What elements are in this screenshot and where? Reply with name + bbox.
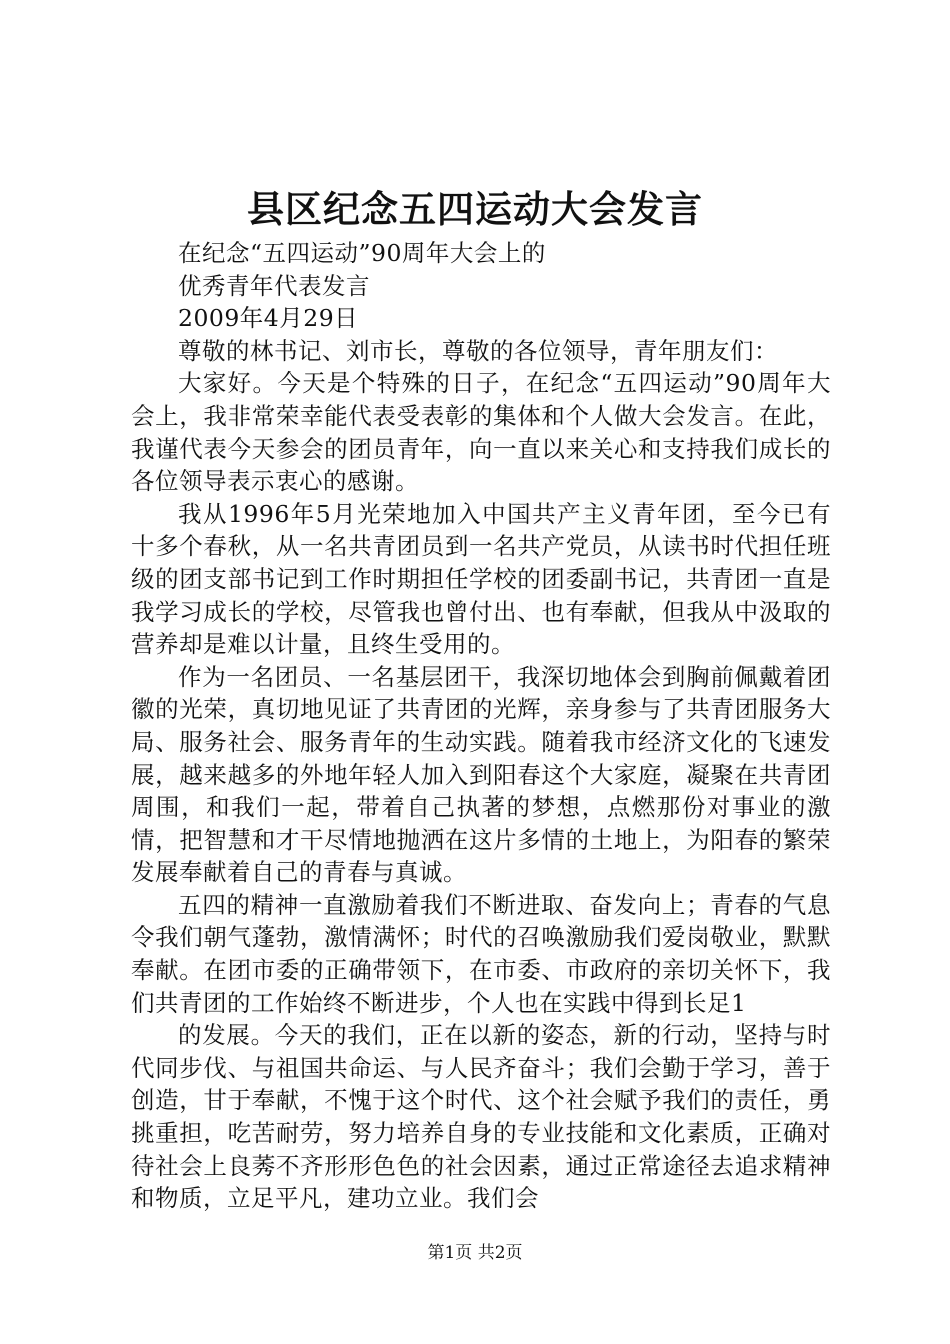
header-line-occasion: 在纪念“五四运动”90周年大会上的 [178,239,546,267]
salutation: 尊敬的林书记、刘市长，尊敬的各位领导，青年朋友们： [178,336,778,365]
paragraph-development: 的发展。今天的我们，正在以新的姿态，新的行动，坚持与时代同步伐、与祖国共命运、与人民齐奋斗；我们会勤于学习，善于创造，甘于奉献，不愧于这个时代、这个社会赋予我们的责任，勇挑重担，吃苦耐劳，努力培养自身的专业技能和文化素质，正确对待社会上良莠不齐形形色色的社会因素，通过正常途径去追求精神和物质，立足平凡，建功立业。我们会 [131,1021,831,1213]
document-title: 县区纪念五四运动大会发言 [247,187,703,231]
page-footer: 第1页 共2页 [427,1243,523,1263]
paragraph-practice: 作为一名团员、一名基层团干，我深切地体会到胸前佩戴着团徽的光荣，真切地见证了共青团的光辉，亲身参与了共青团服务大局、服务社会、服务青年的生动实践。随着我市经济文化的飞速发展，越来越多的外地年轻人加入到阳春这个大家庭，凝聚在共青团周围，和我们一起，带着自己执著的梦想，点燃那份对事业的激情，把智慧和才干尽情地抛洒在这片多情的土地上，为阳春的繁荣发展奉献着自己的青春与真诚。 [131,662,831,887]
document-body [131,237,831,1215]
paragraph-greeting: 大家好。今天是个特殊的日子，在纪念“五四运动”90周年大会上，我非常荣幸能代表受表彰的集体和个人做大会发言。在此，我谨代表今天参会的团员青年，向一直以来关心和支持我们成长的各位领导表示衷心的感谢。 [131,369,831,496]
paragraph-spirit: 五四的精神一直激励着我们不断进取、奋发向上；青春的气息令我们朝气蓬勃，激情满怀；时代的召唤激励我们爱岗敬业，默默奉献。在团市委的正确带领下，在市委、市政府的亲切关怀下，我们共青团的工作始终不断进步，个人也在实践中得到长足1 [131,890,831,1017]
header-line-speaker: 优秀青年代表发言 [178,271,370,300]
paragraph-experience: 我从1996年5月光荣地加入中国共产主义青年团，至今已有十多个春秋，从一名共青团员到一名共产党员，从读书时代担任班级的团支部书记到工作时期担任学校的团委副书记，共青团一直是我学习成长的学校，尽管我也曾付出、也有奉献，但我从中汲取的营养却是难以计量，且终生受用的。 [131,499,831,659]
header-line-date: 2009年4月29日 [178,304,359,333]
